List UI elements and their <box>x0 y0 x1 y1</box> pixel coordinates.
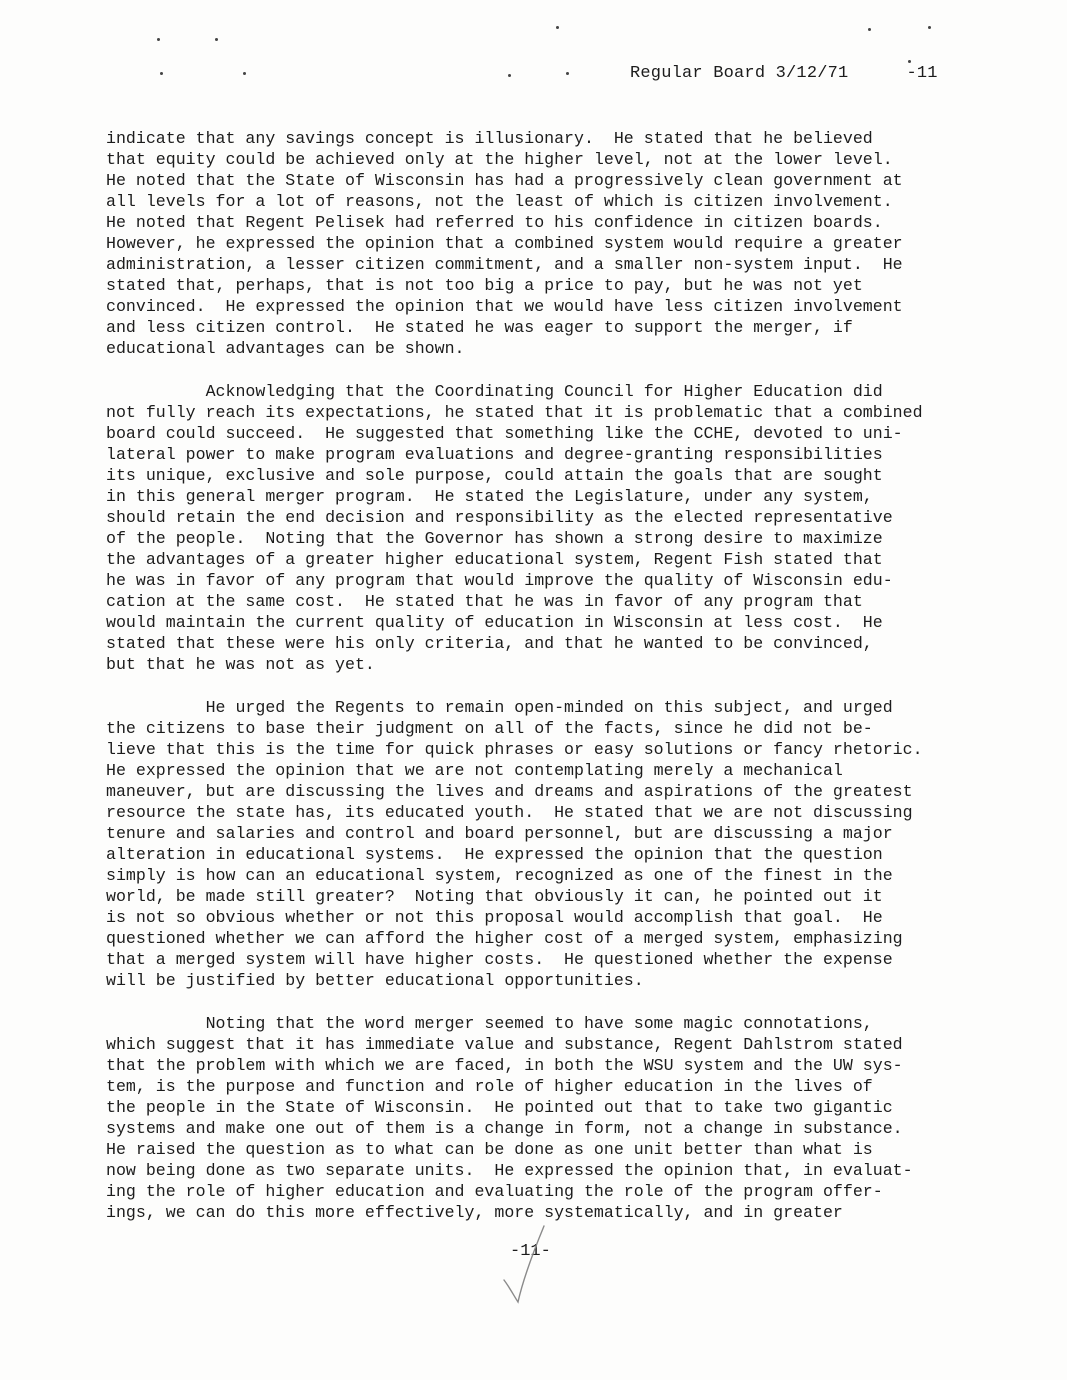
text-line: He raised the question as to what can be done as one unit better than what is <box>106 1140 873 1159</box>
text-line: the citizens to base their judgment on all of the facts, since he did not be- <box>106 719 873 738</box>
header-page-ref: -11 <box>906 64 938 83</box>
text-line: its unique, exclusive and sole purpose, could attain the goals that are sought <box>106 466 883 485</box>
text-line: lateral power to make program evaluations and degree-granting responsibilities <box>106 445 883 464</box>
text-line: tenure and salaries and control and board personnel, but are discussing a major <box>106 824 893 843</box>
text-line: resource the state has, its educated youth. He stated that we are not discussing <box>106 803 913 822</box>
text-line: However, he expressed the opinion that a combined system would require a greater <box>106 234 903 253</box>
scan-speck <box>928 26 931 29</box>
text-line: lieve that this is the time for quick phrases or easy solutions or fancy rhetoric. <box>106 740 923 759</box>
scan-speck <box>508 74 511 77</box>
text-line: indicate that any savings concept is illusionary. He stated that he believed <box>106 129 873 148</box>
text-line: educational advantages can be shown. <box>106 339 465 358</box>
running-header <box>630 64 938 83</box>
text-line: Acknowledging that the Coordinating Council for Higher Education did <box>106 382 883 401</box>
text-line: not fully reach its expectations, he stated that it is problematic that a combined <box>106 403 923 422</box>
text-line: ing the role of higher education and evaluating the role of the program offer- <box>106 1182 883 1201</box>
scan-speck <box>556 26 559 29</box>
text-line: now being done as two separate units. He expressed the opinion that, in evaluat- <box>106 1161 913 1180</box>
text-line: He noted that Regent Pelisek had referred to his confidence in citizen boards. <box>106 213 883 232</box>
text-line: is not so obvious whether or not this proposal would accomplish that goal. He <box>106 908 883 927</box>
handwritten-check-mark <box>500 1222 550 1308</box>
text-line: should retain the end decision and responsibility as the elected representative <box>106 508 893 527</box>
text-line: that a merged system will have higher costs. He questioned whether the expense <box>106 950 893 969</box>
scan-speck <box>566 72 569 75</box>
text-line: ings, we can do this more effectively, more systematically, and in greater <box>106 1203 843 1222</box>
scan-speck <box>243 72 246 75</box>
text-line: which suggest that it has immediate value and substance, Regent Dahlstrom stated <box>106 1035 903 1054</box>
text-line: of the people. Noting that the Governor has shown a strong desire to maximize <box>106 529 883 548</box>
text-line: the advantages of a greater higher educational system, Regent Fish stated that <box>106 550 883 569</box>
text-line: but that he was not as yet. <box>106 655 375 674</box>
minutes-body <box>106 128 966 1245</box>
text-line: systems and make one out of them is a change in form, not a change in substance. <box>106 1119 903 1138</box>
text-line: maneuver, but are discussing the lives and dreams and aspirations of the greatest <box>106 782 913 801</box>
text-line: stated that, perhaps, that is not too big a price to pay, but he was not yet <box>106 276 863 295</box>
text-line: Noting that the word merger seemed to have some magic connotations, <box>106 1014 873 1033</box>
text-line: convinced. He expressed the opinion that we would have less citizen involvement <box>106 297 903 316</box>
text-line: cation at the same cost. He stated that he was in favor of any program that <box>106 592 863 611</box>
text-line: stated that these were his only criteria, and that he wanted to be convinced, <box>106 634 873 653</box>
paragraph <box>106 1013 966 1223</box>
text-line: will be justified by better educational opportunities. <box>106 971 644 990</box>
header-title: Regular Board 3/12/71 <box>630 64 849 83</box>
text-line: He noted that the State of Wisconsin has had a progressively clean government at <box>106 171 903 190</box>
scan-speck <box>908 60 911 63</box>
scan-speck <box>160 72 163 75</box>
scan-speck <box>157 38 160 41</box>
paragraph <box>106 697 966 991</box>
text-line: in this general merger program. He stated the Legislature, under any system, <box>106 487 873 506</box>
text-line: alteration in educational systems. He expressed the opinion that the question <box>106 845 883 864</box>
text-line: tem, is the purpose and function and role of higher education in the lives of <box>106 1077 873 1096</box>
text-line: would maintain the current quality of education in Wisconsin at less cost. He <box>106 613 883 632</box>
text-line: He expressed the opinion that we are not contemplating merely a mechanical <box>106 761 843 780</box>
text-line: that the problem with which we are faced, in both the WSU system and the UW sys- <box>106 1056 903 1075</box>
scan-speck <box>868 28 871 31</box>
text-line: board could succeed. He suggested that something like the CCHE, devoted to uni- <box>106 424 903 443</box>
text-line: administration, a lesser citizen commitment, and a smaller non-system input. He <box>106 255 903 274</box>
paragraph <box>106 381 966 675</box>
text-line: that equity could be achieved only at the higher level, not at the lower level. <box>106 150 893 169</box>
text-line: and less citizen control. He stated he was eager to support the merger, if <box>106 318 853 337</box>
paragraph <box>106 128 966 359</box>
text-line: he was in favor of any program that would improve the quality of Wisconsin edu- <box>106 571 893 590</box>
page-number: -11- <box>510 1242 551 1261</box>
text-line: all levels for a lot of reasons, not the least of which is citizen involvement. <box>106 192 893 211</box>
text-line: world, be made still greater? Noting that obviously it can, he pointed out it <box>106 887 883 906</box>
text-line: the people in the State of Wisconsin. He pointed out that to take two gigantic <box>106 1098 893 1117</box>
text-line: He urged the Regents to remain open-minded on this subject, and urged <box>106 698 893 717</box>
text-line: simply is how can an educational system, recognized as one of the finest in the <box>106 866 893 885</box>
text-line: questioned whether we can afford the higher cost of a merged system, emphasizing <box>106 929 903 948</box>
scan-speck <box>215 38 218 41</box>
